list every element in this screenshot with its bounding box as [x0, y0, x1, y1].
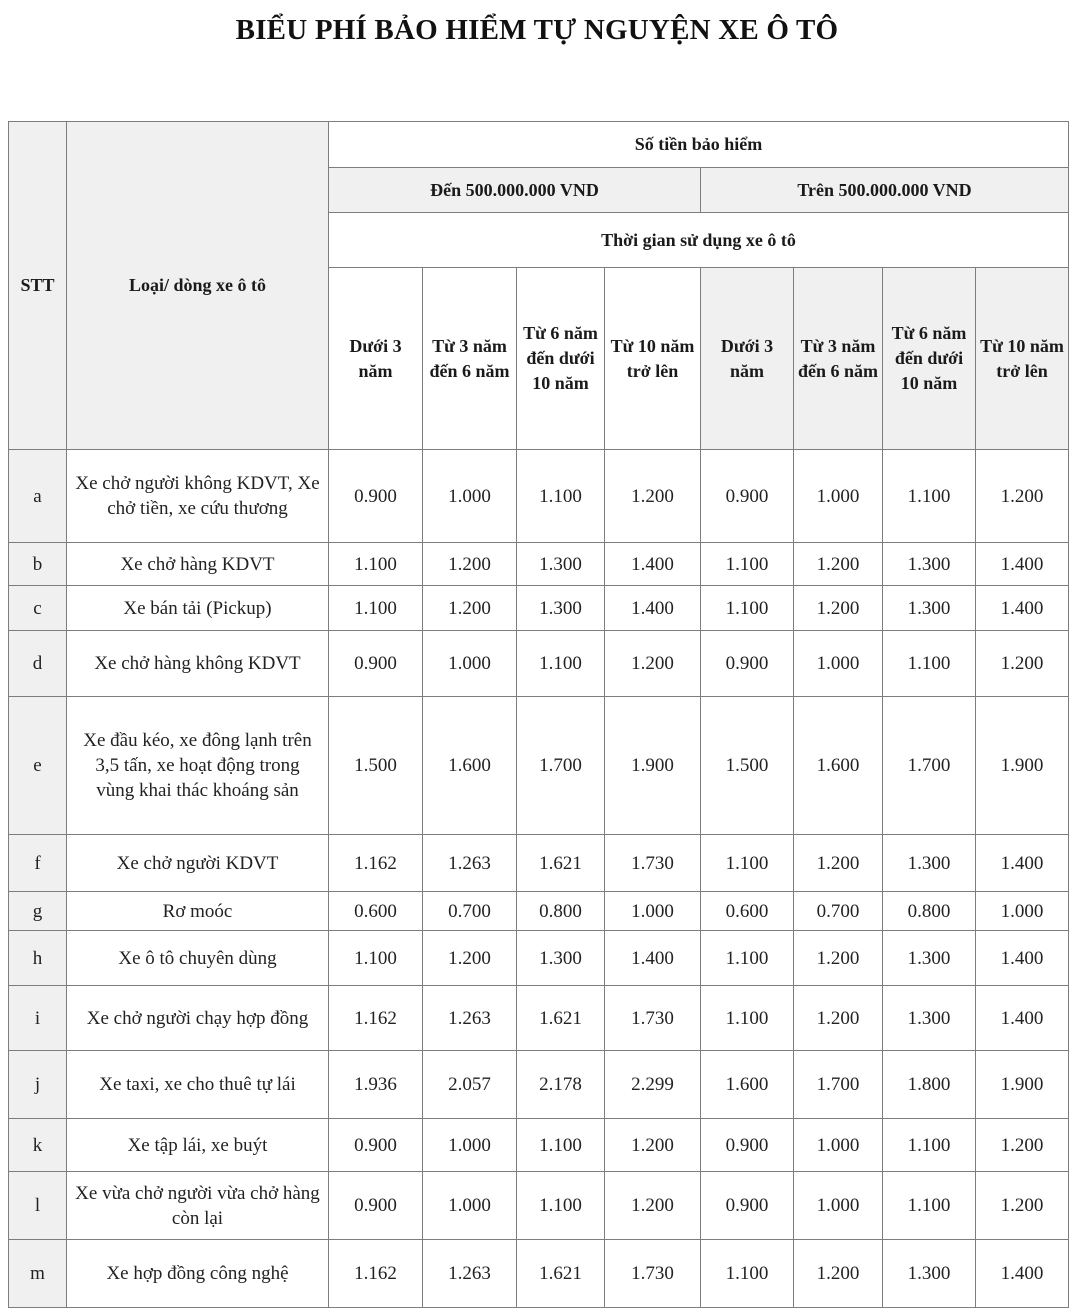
rate-cell: 1.400 [605, 543, 701, 586]
rate-cell: 1.162 [329, 986, 423, 1051]
rate-cell: 1.400 [976, 586, 1069, 631]
row-vehicle-type: Xe vừa chở người vừa chở hàng còn lại [67, 1172, 329, 1240]
rate-cell: 0.900 [701, 1172, 794, 1240]
rate-cell: 1.400 [976, 1240, 1069, 1308]
row-vehicle-type: Xe chở người chạy hợp đồng [67, 986, 329, 1051]
row-stt: k [9, 1119, 67, 1172]
rate-cell: 0.600 [701, 892, 794, 931]
page-title: BIỂU PHÍ BẢO HIỂM TỰ NGUYỆN XE Ô TÔ [235, 14, 839, 46]
rate-cell: 1.100 [701, 1240, 794, 1308]
rate-cell: 1.200 [605, 1119, 701, 1172]
rate-cell: 1.000 [423, 1172, 517, 1240]
rate-cell: 0.900 [329, 631, 423, 697]
rate-cell: 0.600 [329, 892, 423, 931]
rate-cell: 1.100 [517, 1119, 605, 1172]
rate-cell: 1.730 [605, 835, 701, 892]
rate-cell: 1.600 [701, 1051, 794, 1119]
table-row [9, 931, 1069, 986]
rate-cell: 1.200 [976, 450, 1069, 543]
rate-cell: 1.621 [517, 1240, 605, 1308]
rate-cell: 2.178 [517, 1051, 605, 1119]
row-stt: j [9, 1051, 67, 1119]
row-stt: f [9, 835, 67, 892]
rate-cell: 1.400 [976, 986, 1069, 1051]
rate-cell: 1.000 [794, 1119, 883, 1172]
rate-cell: 0.700 [794, 892, 883, 931]
rate-cell: 1.100 [517, 631, 605, 697]
rate-cell: 0.700 [423, 892, 517, 931]
row-stt: g [9, 892, 67, 931]
rate-cell: 1.100 [883, 450, 976, 543]
row-vehicle-type: Xe bán tải (Pickup) [67, 586, 329, 631]
header-group-over-500m: Trên 500.000.000 VND [701, 168, 1069, 213]
header-age-range: Từ 10 năm trở lên [605, 268, 701, 450]
rate-cell: 1.200 [976, 1119, 1069, 1172]
rate-cell: 1.300 [883, 1240, 976, 1308]
table-row [9, 1051, 1069, 1119]
rate-cell: 1.300 [517, 543, 605, 586]
rate-cell: 1.200 [605, 631, 701, 697]
row-vehicle-type: Xe chở người không KDVT, Xe chở tiền, xe cứu thương [67, 450, 329, 543]
rate-cell: 1.500 [329, 697, 423, 835]
rate-cell: 1.300 [883, 543, 976, 586]
rate-cell: 1.600 [794, 697, 883, 835]
rate-cell: 1.900 [605, 697, 701, 835]
rate-cell: 0.800 [517, 892, 605, 931]
rate-cell: 1.700 [794, 1051, 883, 1119]
table-row [9, 835, 1069, 892]
rate-cell: 1.000 [794, 1172, 883, 1240]
rate-cell: 0.900 [329, 450, 423, 543]
rate-cell: 1.621 [517, 835, 605, 892]
rate-cell: 1.700 [517, 697, 605, 835]
rate-cell: 1.300 [883, 986, 976, 1051]
rate-cell: 1.400 [976, 835, 1069, 892]
header-age-range: Dưới 3 năm [701, 268, 794, 450]
rate-cell: 1.300 [883, 931, 976, 986]
rate-cell: 1.500 [701, 697, 794, 835]
row-stt: a [9, 450, 67, 543]
rate-cell: 1.200 [605, 1172, 701, 1240]
rate-cell: 0.900 [701, 631, 794, 697]
rate-cell: 1.400 [605, 931, 701, 986]
header-age-range: Từ 10 năm trở lên [976, 268, 1069, 450]
table-row [9, 986, 1069, 1051]
header-sum-insured: Số tiền bảo hiểm [329, 122, 1069, 168]
row-vehicle-type: Xe tập lái, xe buýt [67, 1119, 329, 1172]
row-vehicle-type: Xe đầu kéo, xe đông lạnh trên 3,5 tấn, xe hoạt động trong vùng khai thác khoáng sản [67, 697, 329, 835]
rate-cell: 1.730 [605, 986, 701, 1051]
rate-cell: 1.900 [976, 1051, 1069, 1119]
table-row [9, 1172, 1069, 1240]
rate-cell: 1.100 [329, 931, 423, 986]
rate-cell: 1.100 [517, 1172, 605, 1240]
header-age-range: Từ 3 năm đến 6 năm [794, 268, 883, 450]
rate-cell: 1.400 [605, 586, 701, 631]
rate-cell: 2.057 [423, 1051, 517, 1119]
rate-cell: 1.000 [423, 450, 517, 543]
rate-cell: 2.299 [605, 1051, 701, 1119]
row-vehicle-type: Xe taxi, xe cho thuê tự lái [67, 1051, 329, 1119]
row-stt: d [9, 631, 67, 697]
rate-cell: 1.100 [329, 543, 423, 586]
rate-cell: 1.300 [883, 835, 976, 892]
rate-cell: 1.200 [423, 543, 517, 586]
rate-cell: 1.730 [605, 1240, 701, 1308]
rate-cell: 1.000 [794, 450, 883, 543]
rate-cell: 1.263 [423, 835, 517, 892]
row-vehicle-type: Xe ô tô chuyên dùng [67, 931, 329, 986]
row-stt: b [9, 543, 67, 586]
rate-cell: 1.100 [883, 1172, 976, 1240]
rate-cell: 1.100 [701, 931, 794, 986]
row-vehicle-type: Rơ moóc [67, 892, 329, 931]
rate-cell: 1.000 [423, 1119, 517, 1172]
rate-cell: 1.400 [976, 931, 1069, 986]
rate-cell: 1.100 [701, 543, 794, 586]
header-stt: STT [9, 122, 67, 450]
rate-cell: 0.900 [701, 1119, 794, 1172]
rate-cell: 0.900 [329, 1119, 423, 1172]
header-group-up-to-500m: Đến 500.000.000 VND [329, 168, 701, 213]
premium-table [8, 121, 1069, 1308]
rate-cell: 1.162 [329, 835, 423, 892]
rate-cell: 1.200 [794, 835, 883, 892]
rate-cell: 1.100 [701, 986, 794, 1051]
header-age-range: Từ 3 năm đến 6 năm [423, 268, 517, 450]
rate-cell: 1.700 [883, 697, 976, 835]
header-age-range: Từ 6 năm đến dưới 10 năm [883, 268, 976, 450]
rate-cell: 1.100 [701, 835, 794, 892]
rate-cell: 1.200 [794, 543, 883, 586]
rate-cell: 1.263 [423, 986, 517, 1051]
row-vehicle-type: Xe chở người KDVT [67, 835, 329, 892]
table-row [9, 631, 1069, 697]
rate-cell: 1.621 [517, 986, 605, 1051]
rate-cell: 1.300 [517, 931, 605, 986]
rate-cell: 0.800 [883, 892, 976, 931]
table-row [9, 543, 1069, 586]
rate-cell: 1.100 [517, 450, 605, 543]
rate-cell: 1.800 [883, 1051, 976, 1119]
rate-cell: 1.200 [976, 1172, 1069, 1240]
row-vehicle-type: Xe chở hàng không KDVT [67, 631, 329, 697]
row-vehicle-type: Xe chở hàng KDVT [67, 543, 329, 586]
rate-cell: 1.300 [517, 586, 605, 631]
rate-cell: 1.200 [794, 931, 883, 986]
row-stt: i [9, 986, 67, 1051]
rate-cell: 1.200 [794, 986, 883, 1051]
table-row [9, 1240, 1069, 1308]
rate-cell: 1.200 [423, 586, 517, 631]
rate-cell: 1.200 [605, 450, 701, 543]
table-row [9, 1119, 1069, 1172]
rate-cell: 1.936 [329, 1051, 423, 1119]
rate-cell: 1.200 [794, 586, 883, 631]
rate-cell: 1.200 [794, 1240, 883, 1308]
rate-cell: 1.600 [423, 697, 517, 835]
rate-cell: 1.000 [605, 892, 701, 931]
rate-cell: 1.200 [423, 931, 517, 986]
header-usage-time: Thời gian sử dụng xe ô tô [329, 213, 1069, 268]
header-age-range: Từ 6 năm đến dưới 10 năm [517, 268, 605, 450]
rate-cell: 1.162 [329, 1240, 423, 1308]
row-stt: c [9, 586, 67, 631]
rate-cell: 1.100 [329, 586, 423, 631]
rate-cell: 1.000 [423, 631, 517, 697]
rate-cell: 1.300 [883, 586, 976, 631]
rate-cell: 1.400 [976, 543, 1069, 586]
rate-cell: 1.900 [976, 697, 1069, 835]
row-stt: h [9, 931, 67, 986]
rate-cell: 1.100 [883, 1119, 976, 1172]
rate-cell: 1.200 [976, 631, 1069, 697]
row-stt: m [9, 1240, 67, 1308]
row-vehicle-type: Xe hợp đồng công nghệ [67, 1240, 329, 1308]
rate-cell: 0.900 [329, 1172, 423, 1240]
table-row [9, 697, 1069, 835]
header-vehicle-type: Loại/ dòng xe ô tô [67, 122, 329, 450]
row-stt: e [9, 697, 67, 835]
rate-cell: 1.100 [883, 631, 976, 697]
rate-cell: 1.000 [976, 892, 1069, 931]
table-row [9, 450, 1069, 543]
rate-cell: 1.263 [423, 1240, 517, 1308]
table-row [9, 586, 1069, 631]
table-row [9, 892, 1069, 931]
rate-cell: 1.100 [701, 586, 794, 631]
header-age-range: Dưới 3 năm [329, 268, 423, 450]
rate-cell: 0.900 [701, 450, 794, 543]
rate-cell: 1.000 [794, 631, 883, 697]
row-stt: l [9, 1172, 67, 1240]
